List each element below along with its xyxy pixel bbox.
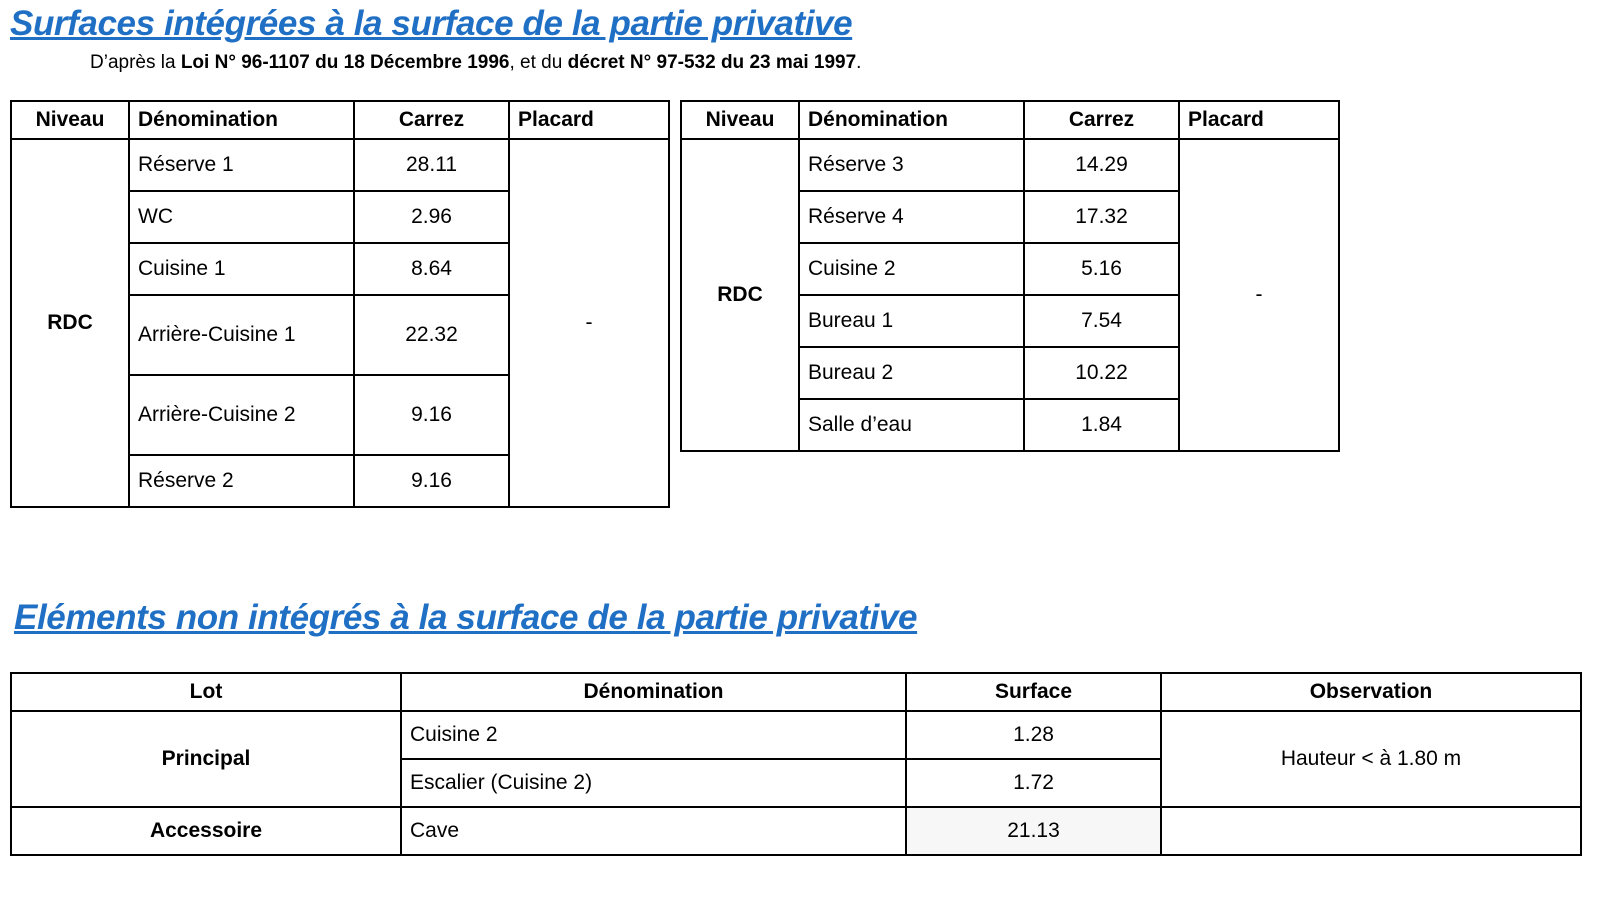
cell-denomination: Bureau 1 <box>799 295 1024 347</box>
table-header-row <box>681 101 1339 139</box>
table-row <box>11 139 669 191</box>
cell-lot: Accessoire <box>11 807 401 855</box>
column-header-niveau: Niveau <box>11 101 129 139</box>
legal-prefix: D’après la <box>90 52 181 73</box>
cell-niveau: RDC <box>11 139 129 507</box>
column-header-denomination: Dénomination <box>799 101 1024 139</box>
cell-carrez: 5.16 <box>1024 243 1179 295</box>
table-header-row <box>11 673 1581 711</box>
cell-carrez: 17.32 <box>1024 191 1179 243</box>
table-header-row <box>11 101 669 139</box>
cell-denomination: Arrière-Cuisine 2 <box>129 375 354 455</box>
column-header-lot: Lot <box>11 673 401 711</box>
cell-denomination: Salle d’eau <box>799 399 1024 451</box>
cell-carrez: 2.96 <box>354 191 509 243</box>
legal-law-ref: Loi N° 96-1107 du 18 Décembre 1996 <box>180 52 510 73</box>
cell-carrez: 22.32 <box>354 295 509 375</box>
column-header-denomination: Dénomination <box>129 101 354 139</box>
cell-carrez: 28.11 <box>354 139 509 191</box>
cell-denomination: WC <box>129 191 354 243</box>
cell-surface: 1.72 <box>906 759 1161 807</box>
cell-carrez: 9.16 <box>354 375 509 455</box>
legal-reference-line <box>90 52 861 74</box>
table-row <box>11 711 1581 759</box>
cell-denomination: Cave <box>401 807 906 855</box>
cell-placard: - <box>1179 139 1339 451</box>
legal-middle: , et du <box>509 52 568 73</box>
column-header-carrez: Carrez <box>354 101 509 139</box>
table-row <box>681 139 1339 191</box>
column-header-observation: Observation <box>1161 673 1581 711</box>
carrez-table-right <box>680 100 1340 452</box>
cell-niveau: RDC <box>681 139 799 451</box>
section-title-elements-non-integres: Eléments non intégrés à la surface de la partie privative <box>14 598 918 637</box>
cell-denomination: Cuisine 2 <box>799 243 1024 295</box>
cell-denomination: Réserve 3 <box>799 139 1024 191</box>
cell-carrez: 7.54 <box>1024 295 1179 347</box>
cell-surface: 1.28 <box>906 711 1161 759</box>
cell-carrez: 9.16 <box>354 455 509 507</box>
column-header-surface: Surface <box>906 673 1161 711</box>
cell-observation <box>1161 807 1581 855</box>
column-header-carrez: Carrez <box>1024 101 1179 139</box>
cell-denomination: Réserve 2 <box>129 455 354 507</box>
column-header-denomination: Dénomination <box>401 673 906 711</box>
cell-carrez: 14.29 <box>1024 139 1179 191</box>
legal-decree-ref: décret N° 97-532 du 23 mai 1997 <box>567 52 857 73</box>
legal-suffix: . <box>856 52 862 73</box>
column-header-niveau: Niveau <box>681 101 799 139</box>
non-integrated-elements-table <box>10 672 1582 856</box>
cell-carrez: 1.84 <box>1024 399 1179 451</box>
cell-denomination: Escalier (Cuisine 2) <box>401 759 906 807</box>
cell-lot: Principal <box>11 711 401 807</box>
cell-surface: 21.13 <box>906 807 1161 855</box>
cell-observation: Hauteur < à 1.80 m <box>1161 711 1581 807</box>
column-header-placard: Placard <box>1179 101 1339 139</box>
cell-denomination: Réserve 1 <box>129 139 354 191</box>
cell-denomination: Cuisine 2 <box>401 711 906 759</box>
table-row <box>11 807 1581 855</box>
cell-placard: - <box>509 139 669 507</box>
cell-carrez: 10.22 <box>1024 347 1179 399</box>
cell-denomination: Réserve 4 <box>799 191 1024 243</box>
cell-denomination: Bureau 2 <box>799 347 1024 399</box>
carrez-table-left <box>10 100 670 508</box>
cell-denomination: Cuisine 1 <box>129 243 354 295</box>
column-header-placard: Placard <box>509 101 669 139</box>
cell-denomination: Arrière-Cuisine 1 <box>129 295 354 375</box>
section-title-surfaces-integrees: Surfaces intégrées à la surface de la partie privative <box>10 4 853 43</box>
cell-carrez: 8.64 <box>354 243 509 295</box>
